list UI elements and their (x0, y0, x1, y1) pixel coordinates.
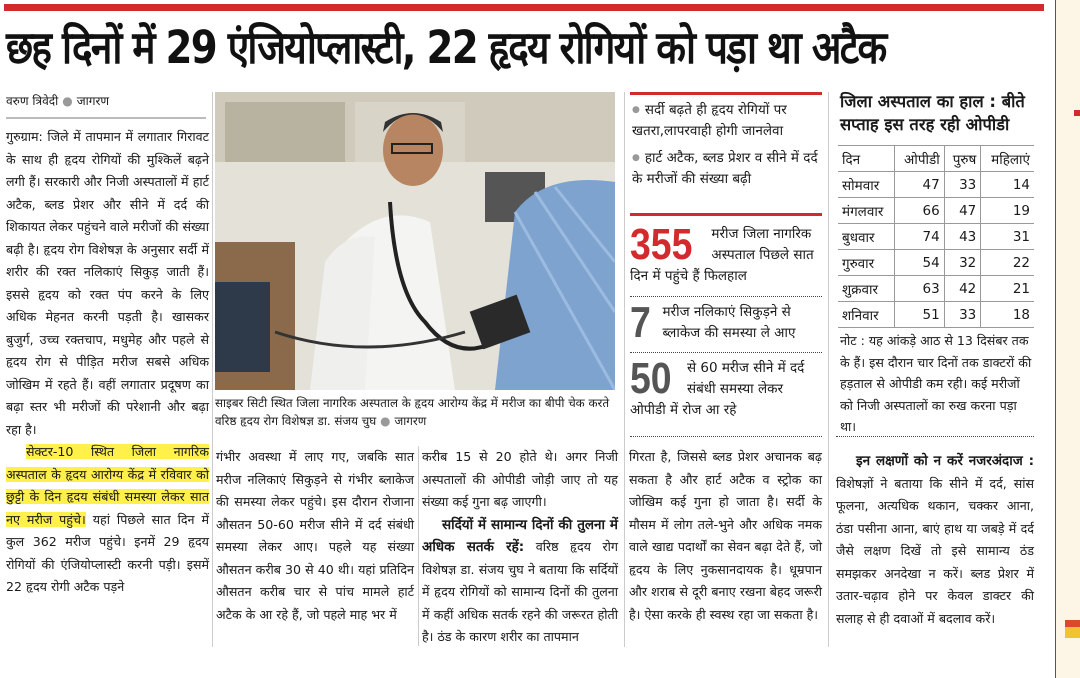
table-header-row (838, 146, 1034, 172)
adjacent-page-color-band (1065, 620, 1080, 638)
stat-text: से 60 मरीज सीने में दर्द संबंधी समस्या लेकर ओपीडी में रोज आ रहे (630, 360, 805, 418)
table-cell: 47 (944, 198, 981, 224)
table-row (838, 172, 1034, 198)
table-cell: 42 (944, 276, 981, 302)
stat-number: 355 (630, 220, 693, 269)
table-cell: 47 (894, 172, 944, 198)
column-divider (212, 92, 213, 647)
article-column-4: गिरता है, जिससे ब्लड प्रेशर अचानक बढ़ सकता है और हार्ट अटैक व स्ट्रोक का जोखिम कई गुना हो जाता है। सर्दी के मौसम में लोग तले-भुने और अधिक नमक वाले खाद्य पदार्थों का सेवन बढ़ा देते हैं, जो हृदय के लिए नुकसानदायक है। धूम्रपान और शराब से दूरी बनाए रखना बेहद जरूरी है। ऐसा करके ही स्वस्थ रहा जा सकता है। (629, 449, 822, 622)
paragraph-text: करीब 15 से 20 होते थे। अगर निजी अस्पतालों की ओपीडी जोड़ी जाए तो यह संख्या कई गुना बढ़ जाएगी। (422, 449, 618, 509)
article-column-1 (6, 126, 209, 599)
bullet-dot-icon: ● (62, 94, 73, 108)
article-column-3 (422, 446, 618, 649)
table-cell: 63 (894, 276, 944, 302)
column-divider (828, 92, 829, 647)
red-rule (630, 213, 822, 216)
opd-table (838, 145, 1034, 328)
caption-text: साइबर सिटी स्थित जिला नागरिक अस्पताल के हृदय आरोग्य केंद्र में मरीज का बीपी चेक करते वरिष्ठ हृदय रोग विशेषज्ञ डा. संजय चुघ (215, 396, 610, 428)
highlight-item: ● हार्ट अटैक, ब्लड प्रेशर व सीने में दर्द के मरीजों की संख्या बढ़ी (632, 148, 822, 190)
column-header: दिन (838, 146, 894, 172)
stat-block-50 (630, 354, 822, 421)
table-row (838, 302, 1034, 328)
paragraph-text: विशेषज्ञों ने बताया कि सीने में दर्द, सांस फूलना, अत्यधिक थकान, चक्कर आना, ठंडा पसीना आना, बाएं हाथ या जबड़े में दर्द जैसे लक्षण दिखें तो इसे सामान्य ठंड समझकर अनदेखा न करें। ब्लड प्रेशर में उतार-चढ़ाव होने पर केवल डाक्टर की सलाह से ही दवाओं में बदलाव करें। (836, 475, 1034, 626)
table-cell: 32 (944, 250, 981, 276)
table-cell: 74 (894, 224, 944, 250)
table-cell: 19 (981, 198, 1034, 224)
table-cell: 21 (981, 276, 1034, 302)
table-cell: 14 (981, 172, 1034, 198)
stat-number: 50 (630, 354, 672, 403)
paragraph-text: यहां पिछले सात दिन में कुल 362 मरीज पहुंचे। इनमें 29 हृदय रोगियों की एंजियोप्लास्टी करनी पड़ी। इसमें 22 हृदय रोगी अटैक पड़ने (6, 511, 209, 594)
paragraph-text: वरिष्ठ हृदय रोग विशेषज्ञ डा. संजय चुघ ने बताया कि सर्दियों में हृदय रोगियों को सामान्य दिनों की तुलना में कहीं अधिक सतर्क रहने की जरूरत होती है। ठंड के कारण शरीर का तापमान (422, 539, 618, 644)
table-row (838, 198, 1034, 224)
table-cell: सोमवार (838, 172, 894, 198)
table-row (838, 224, 1034, 250)
table-cell: बुधवार (838, 224, 894, 250)
photo-caption (215, 394, 625, 430)
photo-credit: जागरण (394, 414, 427, 428)
table-note: नोट : यह आंकड़े आठ से 13 दिसंबर तक के हैं। इस दौरान चार दिनों तक डाक्टरों की हड़ताल से ओपीडी कम रही। कई मरीजों को निजी अस्पतालों का रुख करना पड़ा था। (840, 333, 1032, 434)
table-cell: 22 (981, 250, 1034, 276)
column-header: महिलाएं (981, 146, 1034, 172)
highlighted-text: सेक्टर-10 स्थित जिला नागरिक अस्पताल के हृदय आरोग्य केंद्र में रविवार को छुट्टी के दिन हृदय संबंधी समस्या लेकर सात नए मरीज पहुंचे। (6, 444, 209, 527)
table-cell: 43 (944, 224, 981, 250)
table-cell: 66 (894, 198, 944, 224)
bullet-dot-icon: ● (380, 414, 391, 428)
stat-number: 7 (630, 298, 651, 347)
adjacent-page-strip (1055, 0, 1080, 678)
table-cell: 54 (894, 250, 944, 276)
stat-text: मरीज नलिकाएं सिकुड़ने से ब्लाकेज की समस्या ले आए (662, 304, 796, 341)
red-rule (630, 92, 822, 95)
article-paragraph: गुरुग्राम: जिले में तापमान में लगातार गिरावट के साथ ही हृदय रोगियों की मुश्किलें बढ़ने लगी हैं। सरकारी और निजी अस्पतालों में हार्ट अटैक, ब्लड प्रेशर और सीने में दर्द की शिकायत लेकर पहुंचने वाले मरीजों की संख्या बढ़ी है। हृदय रोग विशेषज्ञ के अनुसार सर्दी में शरीर की रक्त नलिकाएं सिकुड़ जाती हैं। इससे हृदय को रक्त पंप करने के लिए अधिक मेहनत करनी पड़ती है। खासकर बुजुर्ग, उच्च रक्तचाप, मधुमेह और पहले से हृदय रोग से पीड़ित मरीज सबसे अधिक जोखिम में रहते हैं। वहीं लगातार प्रदूषण का बढ़ा स्तर भी मरीजों की परेशानी और बढ़ा रहा है। (6, 129, 209, 437)
table-cell: 33 (944, 302, 981, 328)
news-photo-doctor-checking-bp (215, 92, 615, 390)
stat-block-7 (630, 298, 822, 347)
article-column-2: गंभीर अवस्था में लाए गए, जबकि सात मरीज नलिकाएं सिकुड़ने से गंभीर ब्लाकेज की समस्या लेकर पहुंचे। इस दौरान रोजाना औसतन 50-60 मरीज सीने में दर्द संबंधी समस्या लेकर आए। पहले यह संख्या औसतन करीब 30 से 40 थी। यहां प्रतिदिन औसतन करीब चार से पांच मामले हार्ट अटैक के आ रहे हैं, जो पहले माह भर में (216, 449, 414, 622)
headline: छह दिनों में 29 एंजियोप्लास्टी, 22 हृदय रोगियों को पड़ा था अटैक (6, 21, 886, 74)
table-cell: शनिवार (838, 302, 894, 328)
article-paragraph (6, 441, 209, 599)
table-cell: 18 (981, 302, 1034, 328)
dotted-divider (630, 296, 822, 297)
table-cell: 51 (894, 302, 944, 328)
subheading: इन लक्षणों को न करें नजरअंदाज : (856, 453, 1034, 469)
dotted-divider (630, 436, 822, 437)
dotted-divider (630, 352, 822, 353)
table-title: जिला अस्पताल का हाल : बीते सप्ताह इस तरह रही ओपीडी (840, 92, 1025, 134)
highlights-list (632, 100, 822, 196)
stat-text: मरीज जिला नागरिक अस्पताल पिछले सात दिन में पहुंचे हैं फिलहाल (630, 226, 814, 284)
table-cell: 31 (981, 224, 1034, 250)
table-cell: 33 (944, 172, 981, 198)
table-cell: शुक्रवार (838, 276, 894, 302)
highlight-item: ● सर्दी बढ़ते ही हृदय रोगियों पर खतरा,लापरवाही होगी जानलेवा (632, 100, 822, 142)
table-row (838, 250, 1034, 276)
column-divider (418, 446, 419, 646)
adjacent-page-mark (1074, 110, 1080, 116)
table-row (838, 276, 1034, 302)
byline-source: जागरण (76, 94, 110, 108)
byline (6, 92, 206, 119)
column-header: ओपीडी (894, 146, 944, 172)
header-red-rule (4, 4, 1044, 11)
table-cell: मंगलवार (838, 198, 894, 224)
article-column-5 (836, 450, 1034, 630)
table-cell: गुरुवार (838, 250, 894, 276)
dotted-divider (836, 436, 1034, 437)
column-divider (624, 92, 625, 647)
author-name: वरुण त्रिवेदी (6, 94, 59, 108)
column-header: पुरुष (944, 146, 981, 172)
subheading: सर्दियों में सामान्य दिनों की तुलना में अधिक सतर्क रहें: (422, 516, 618, 555)
stat-block-355 (630, 220, 822, 287)
